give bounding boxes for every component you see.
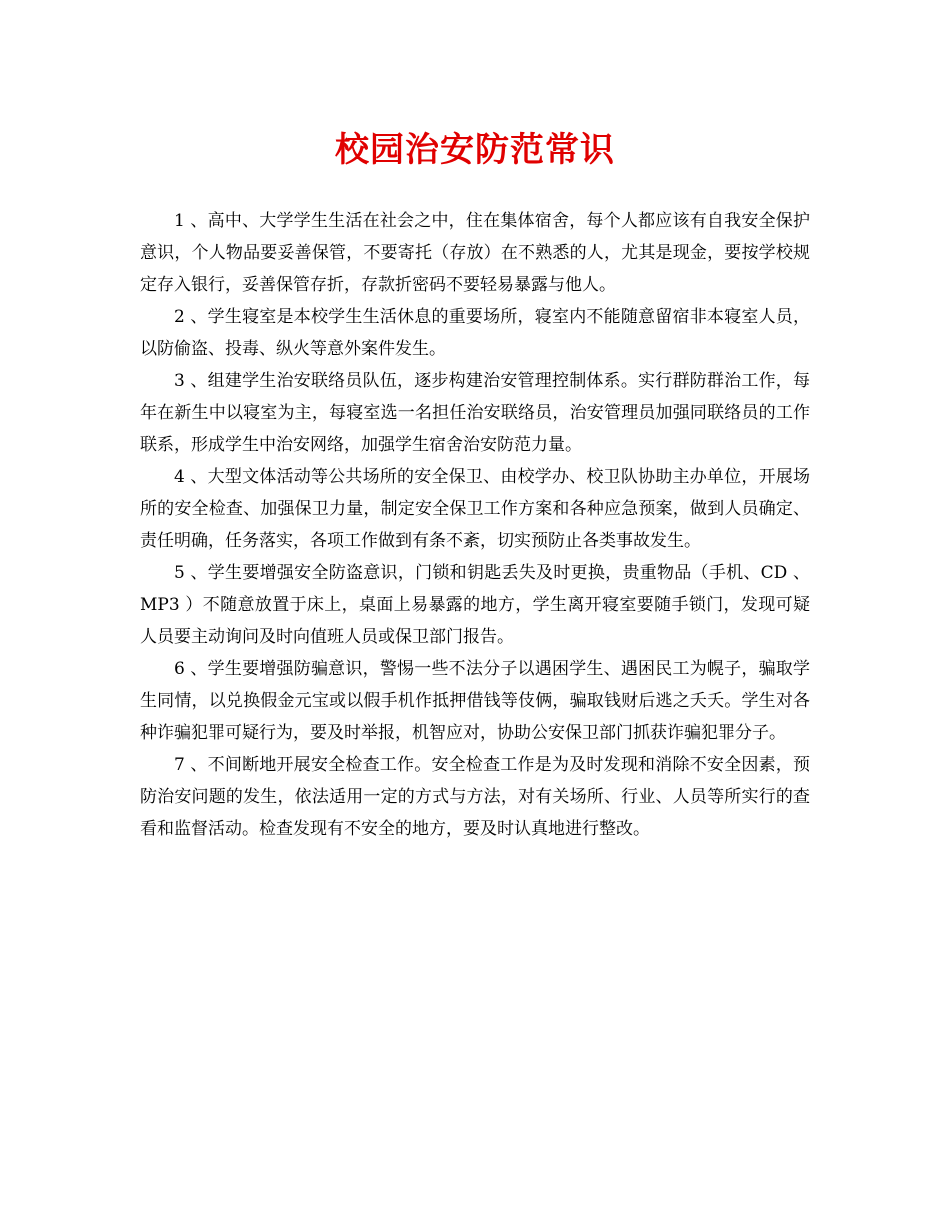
paragraph-6: 6 、学生要增强防骗意识，警惕一些不法分子以遇困学生、遇困民工为幌子，骗取学生同情，以兑换假金元宝或以假手机作抵押借钱等伎俩，骗取钱财后逃之夭夭。学生对各种诈骗犯罪可疑行为，要及时举报，机智应对，协助公安保卫部门抓获诈骗犯罪分子。: [140, 659, 810, 743]
document-title: 校园治安防范常识: [335, 130, 615, 170]
paragraph-2: 2 、学生寝室是本校学生生活休息的重要场所，寝室内不能随意留宿非本寝室人员，以防偷盗、投毒、纵火等意外案件发生。: [140, 307, 810, 359]
paragraph-1: 1 、高中、大学学生生活在社会之中，住在集体宿舍，每个人都应该有自我安全保护意识，个人物品要妥善保管，不要寄托（存放）在不熟悉的人，尤其是现金，要按学校规定存入银行，妥善保管存折，存款折密码不要轻易暴露与他人。: [140, 211, 810, 295]
paragraph-3: 3 、组建学生治安联络员队伍，逐步构建治安管理控制体系。实行群防群治工作，每年在新生中以寝室为主，每寝室选一名担任治安联络员，治安管理员加强同联络员的工作联系，形成学生中治安网络，加强学生宿舍治安防范力量。: [140, 371, 810, 455]
paragraph-4: 4 、大型文体活动等公共场所的安全保卫、由校学办、校卫队协助主办单位，开展场所的安全检查、加强保卫力量，制定安全保卫工作方案和各种应急预案，做到人员确定、责任明确，任务落实，各项工作做到有条不紊，切实预防止各类事故发生。: [140, 467, 810, 551]
paragraph-5: 5 、学生要增强安全防盗意识，门锁和钥匙丢失及时更换，贵重物品（手机、CD 、 MP3 ）不随意放置于床上，桌面上易暴露的地方，学生离开寝室要随手锁门，发现可疑人员要主动询问及时向值班人员或保卫部门报告。: [140, 563, 810, 647]
paragraph-7: 7 、不间断地开展安全检查工作。安全检查工作是为及时发现和消除不安全因素，预防治安问题的发生，依法适用一定的方式与方法，对有关场所、行业、人员等所实行的查看和监督活动。检查发现有不安全的地方，要及时认真地进行整改。: [140, 755, 810, 839]
document-body: [140, 205, 810, 845]
